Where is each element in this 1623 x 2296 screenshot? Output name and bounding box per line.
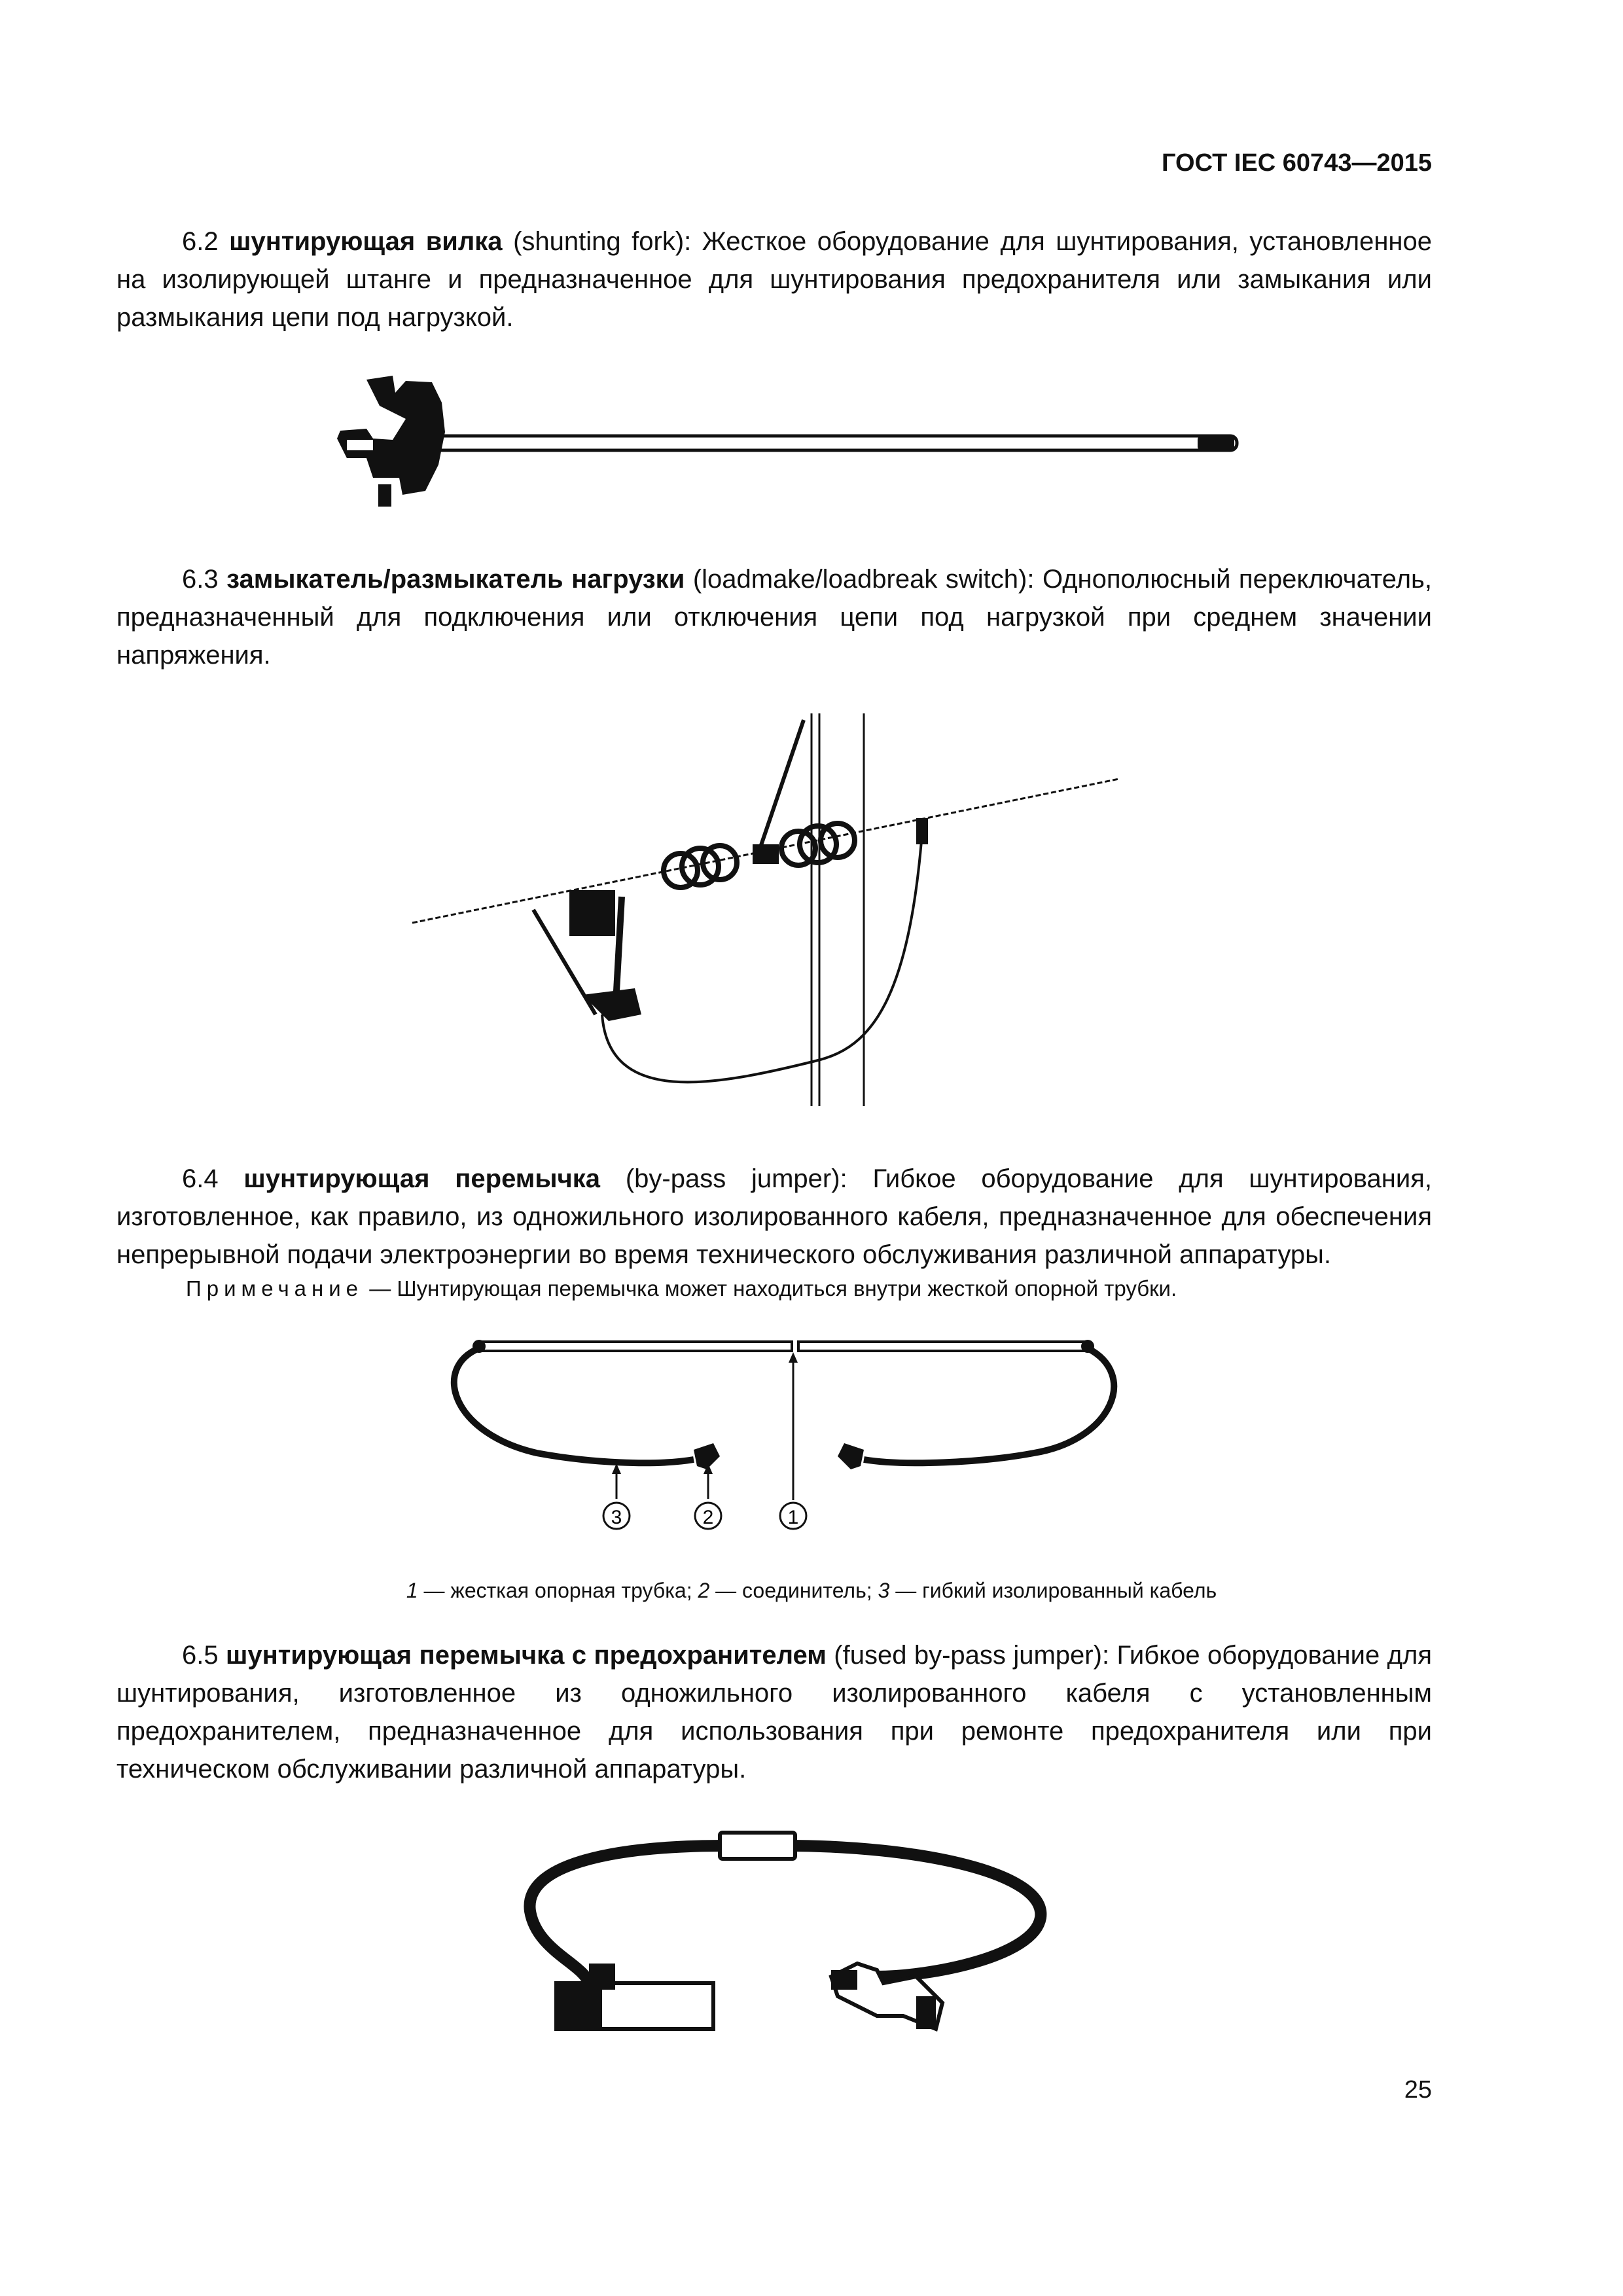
svg-text:3: 3 — [611, 1507, 622, 1528]
bypass-jumper-figure — [445, 1329, 1126, 1545]
note — [186, 1276, 1177, 1301]
definition: Гибкое оборудование для шунтирования, изготовленное из одножильного изолированного кабеля с установленным предохранителем, предназначенное для использования при ремонте предохранителя или при техническом обслуживании различной аппаратуры. — [116, 1641, 1432, 1784]
term-english: (by-pass jumper): — [625, 1164, 847, 1193]
svg-text:1: 1 — [787, 1507, 799, 1528]
note-text: — Шунтирующая перемычка может находиться внутри жесткой опорной трубки. — [369, 1276, 1177, 1300]
definition: Жесткое оборудование для шунтирования, установленное на изолирующей штанге и предназначенное для шунтирования предохранителя или замыкания или размыкания цепи под нагрузкой. — [116, 227, 1432, 332]
caption-num: 3 — [878, 1579, 890, 1602]
term-english: (loadmake/loadbreak switch): — [692, 565, 1035, 594]
section-number: 6.5 — [182, 1641, 219, 1670]
section-6-4 — [116, 1160, 1432, 1274]
term-english: (fused by-pass jumper): — [834, 1641, 1110, 1670]
term: шунтирующая перемычка с предохранителем — [226, 1641, 827, 1670]
section-number: 6.3 — [182, 565, 219, 594]
section-6-2 — [116, 223, 1432, 336]
section-number: 6.2 — [182, 227, 219, 256]
document-code: ГОСТ IEC 60743—2015 — [1162, 149, 1432, 177]
caption-text: — соединитель; — [715, 1579, 872, 1602]
section-6-5 — [116, 1636, 1432, 1788]
fused-jumper-figure — [510, 1820, 1067, 2055]
loadbreak-switch-figure — [412, 713, 1132, 1119]
term: шунтирующая вилка — [229, 227, 503, 256]
section-6-3 — [116, 560, 1432, 674]
section-number: 6.4 — [182, 1164, 219, 1193]
term: замыкатель/размыкатель нагрузки — [226, 565, 685, 594]
callout-3 — [603, 1503, 630, 1529]
callout-2 — [695, 1503, 721, 1529]
caption-text: — жесткая опорная трубка; — [423, 1579, 692, 1602]
shunting-fork-figure — [327, 367, 1230, 511]
note-label: Примечание — [186, 1276, 364, 1300]
definition: Гибкое оборудование для шунтирования, изготовленное, как правило, из одножильного изолированного кабеля, предназначенное для обеспечения непрерывной подачи электроэнергии во время технического обслуживания различной аппаратуры. — [116, 1164, 1432, 1269]
caption-text: — гибкий изолированный кабель — [895, 1579, 1217, 1602]
svg-text:2: 2 — [702, 1507, 714, 1528]
figure-caption — [0, 1579, 1623, 1603]
callout-1 — [780, 1503, 806, 1529]
term: шунтирующая перемычка — [243, 1164, 601, 1193]
caption-num: 2 — [698, 1579, 710, 1602]
definition: Однополюсный переключатель, предназначенный для подключения или отключения цепи под нагрузкой при среднем значении напряжения. — [116, 565, 1433, 670]
caption-num: 1 — [406, 1579, 418, 1602]
page-number: 25 — [1404, 2076, 1432, 2104]
term-english: (shunting fork): — [513, 227, 692, 256]
